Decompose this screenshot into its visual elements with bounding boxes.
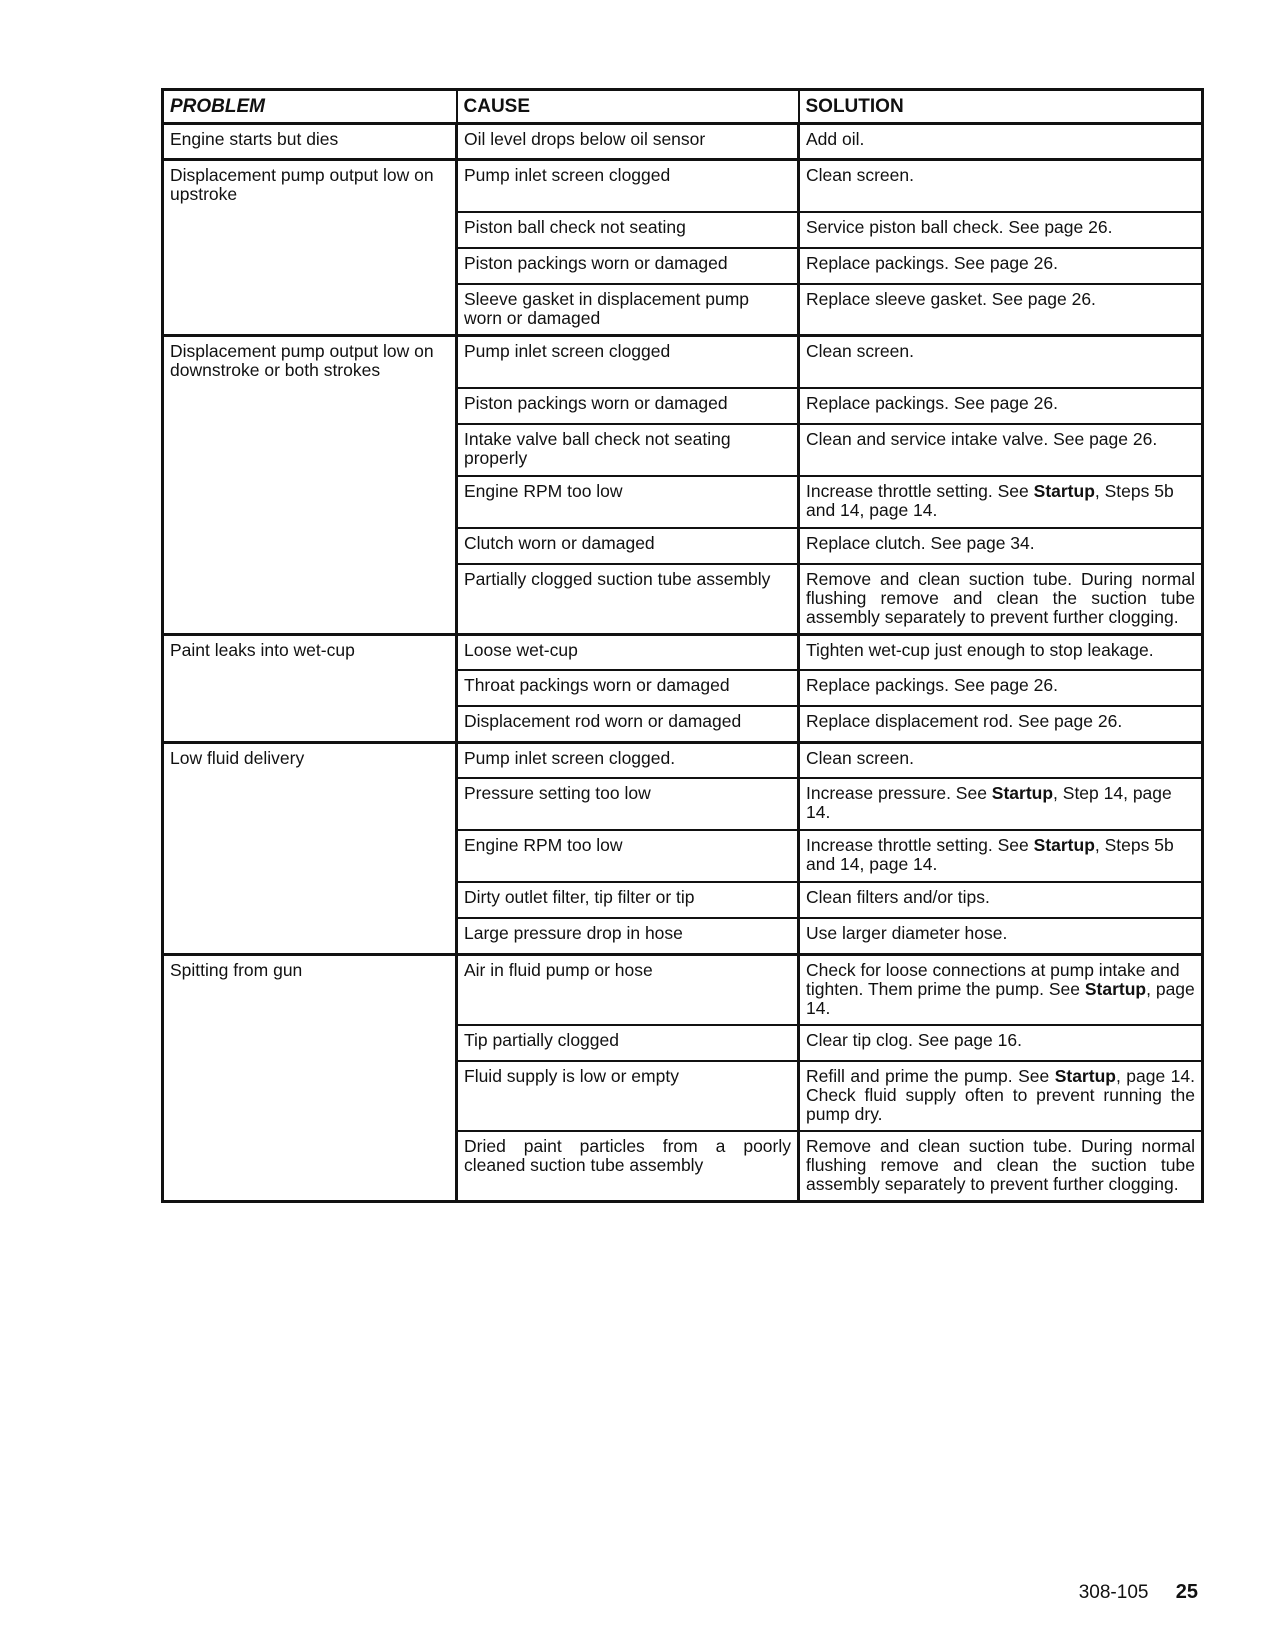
solution-cell	[799, 634, 1203, 670]
cause-cell: Sleeve gasket in displacement pump worn or damaged	[457, 284, 799, 336]
solution-text: Clean screen.	[806, 165, 914, 185]
header-solution: SOLUTION	[799, 90, 1203, 124]
troubleshooting-table	[161, 88, 1204, 1203]
solution-text: Use larger diameter hose.	[806, 923, 1008, 943]
solution-text: Increase pressure. See	[806, 783, 992, 803]
cause-cell: Intake valve ball check not seating properly	[457, 424, 799, 476]
solution-cell	[799, 670, 1203, 706]
cause-cell: Pump inlet screen clogged	[457, 336, 799, 388]
cause-cell: Engine RPM too low	[457, 830, 799, 882]
solution-text: Check for loose connections at pump intake and tighten. Them prime the pump. See	[806, 959, 1180, 999]
solution-text: Add oil.	[806, 129, 865, 149]
solution-text: , Step 14, page 14.	[806, 783, 1172, 822]
cause-cell: Piston packings worn or damaged	[457, 388, 799, 424]
cause-cell: Dried paint particles from a poorly cleaned suction tube assembly	[457, 1131, 799, 1202]
solution-text: Clear tip clog. See page 16.	[806, 1029, 1022, 1050]
cause-cell: Fluid supply is low or empty	[457, 1061, 799, 1131]
header-cause: CAUSE	[457, 90, 799, 124]
solution-text: Clean screen.	[806, 341, 914, 361]
solution-text: Increase throttle setting. See	[806, 480, 1034, 501]
solution-cell	[799, 424, 1203, 476]
cause-cell: Throat packings worn or damaged	[457, 670, 799, 706]
table-row	[163, 634, 1203, 670]
solution-cell	[799, 706, 1203, 742]
cause-cell: Pressure setting too low	[457, 778, 799, 830]
solution-text: Clean filters and/or tips.	[806, 887, 990, 907]
cause-cell: Tip partially clogged	[457, 1025, 799, 1061]
solution-text: Replace clutch. See page 34.	[806, 532, 1035, 553]
solution-cell	[799, 160, 1203, 212]
solution-text: Clean screen.	[806, 747, 914, 768]
solution-cell	[799, 284, 1203, 336]
cause-cell: Dirty outlet filter, tip filter or tip	[457, 882, 799, 918]
table-row	[163, 336, 1203, 388]
solution-text: , page 14. Check fluid supply often to prevent running the pump dry.	[806, 1065, 1195, 1124]
table-row	[163, 124, 1203, 160]
solution-bold: Startup	[1033, 835, 1095, 855]
problem-cell: Engine starts but dies	[163, 124, 457, 160]
solution-bold: Startup	[991, 783, 1054, 803]
solution-text: Clean and service intake valve. See page 26.	[806, 428, 1158, 449]
cause-cell: Pump inlet screen clogged	[457, 160, 799, 212]
table-row	[163, 742, 1203, 778]
solution-cell	[799, 248, 1203, 284]
solution-cell	[799, 336, 1203, 388]
solution-cell	[799, 882, 1203, 918]
solution-text: Replace packings. See page 26.	[806, 252, 1058, 273]
solution-text: Refill and prime the pump. See	[806, 1065, 1055, 1086]
document-number: 308-105	[1078, 1582, 1149, 1603]
solution-cell	[799, 830, 1203, 882]
solution-cell	[799, 564, 1203, 635]
solution-bold: Startup	[1033, 480, 1095, 501]
solution-text: Replace sleeve gasket. See page 26.	[806, 288, 1096, 309]
table-row	[163, 954, 1203, 1025]
solution-bold: Startup	[1084, 978, 1147, 999]
cause-cell: Pump inlet screen clogged.	[457, 742, 799, 778]
problem-cell: Low fluid delivery	[163, 742, 457, 954]
solution-text: Remove and clean suction tube. During normal flushing remove and clean the suction tube assembly separately to prevent further clogging.	[806, 568, 1195, 627]
cause-cell: Partially clogged suction tube assembly	[457, 564, 799, 635]
solution-cell	[799, 528, 1203, 564]
table-row	[163, 160, 1203, 212]
cause-cell: Air in fluid pump or hose	[457, 954, 799, 1025]
problem-cell: Displacement pump output low on downstroke or both strokes	[163, 336, 457, 635]
solution-cell	[799, 1025, 1203, 1061]
cause-cell: Piston packings worn or damaged	[457, 248, 799, 284]
problem-cell: Displacement pump output low on upstroke	[163, 160, 457, 336]
solution-text: Remove and clean suction tube. During normal flushing remove and clean the suction tube assembly separately to prevent further clogging.	[806, 1135, 1195, 1194]
cause-cell: Oil level drops below oil sensor	[457, 124, 799, 160]
cause-cell: Displacement rod worn or damaged	[457, 706, 799, 742]
solution-text: , Steps 5b and 14, page 14.	[806, 480, 1174, 520]
solution-cell	[799, 388, 1203, 424]
table-header-row	[163, 90, 1203, 124]
solution-text: Replace packings. See page 26.	[806, 392, 1058, 413]
solution-cell	[799, 1061, 1203, 1131]
solution-text: Replace displacement rod. See page 26.	[806, 711, 1123, 731]
solution-cell	[799, 212, 1203, 248]
cause-cell: Piston ball check not seating	[457, 212, 799, 248]
solution-cell	[799, 918, 1203, 954]
solution-cell	[799, 954, 1203, 1025]
solution-text: Replace packings. See page 26.	[806, 675, 1058, 695]
solution-text: Service piston ball check. See page 26.	[806, 216, 1113, 237]
page-footer	[1079, 1581, 1198, 1604]
solution-cell	[799, 124, 1203, 160]
solution-text: Increase throttle setting. See	[806, 835, 1034, 855]
solution-text: , Steps 5b and 14, page 14.	[806, 835, 1174, 874]
cause-cell: Large pressure drop in hose	[457, 918, 799, 954]
page-number: 25	[1175, 1581, 1198, 1603]
solution-cell	[799, 742, 1203, 778]
solution-cell	[799, 1131, 1203, 1202]
solution-text: Tighten wet-cup just enough to stop leakage.	[806, 639, 1154, 660]
solution-cell	[799, 476, 1203, 528]
problem-cell: Spitting from gun	[163, 954, 457, 1201]
cause-cell: Engine RPM too low	[457, 476, 799, 528]
solution-cell	[799, 778, 1203, 830]
solution-bold: Startup	[1054, 1065, 1116, 1086]
problem-cell: Paint leaks into wet-cup	[163, 634, 457, 742]
solution-text: , page 14.	[806, 978, 1195, 1018]
header-problem: PROBLEM	[163, 90, 457, 124]
cause-cell: Clutch worn or damaged	[457, 528, 799, 564]
cause-cell: Loose wet-cup	[457, 634, 799, 670]
